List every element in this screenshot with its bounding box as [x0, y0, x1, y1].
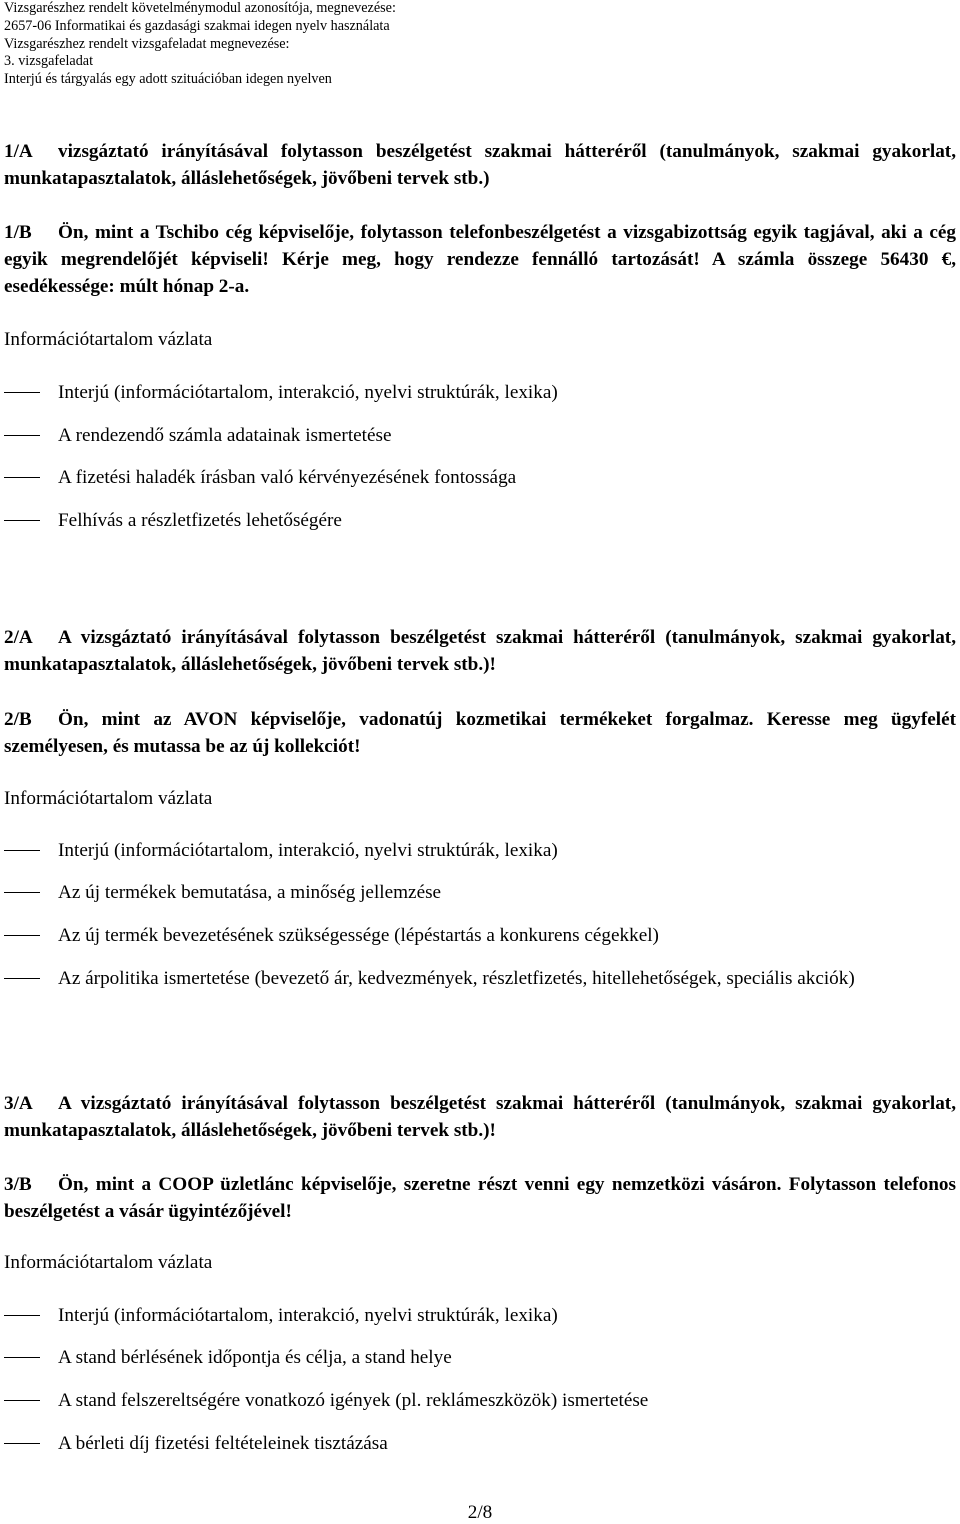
outline-item: Felhívás a részletfizetés lehetőségére: [4, 509, 956, 533]
outline-item: A bérleti díj fizetési feltételeinek tisztázása: [4, 1432, 956, 1456]
outline-item: A stand felszereltségére vonatkozó igények (pl. reklámeszközök) ismertetése: [4, 1389, 956, 1413]
outline-title-2: Információtartalom vázlata: [4, 788, 213, 809]
outline-title-3: Információtartalom vázlata: [4, 1252, 213, 1273]
document-header: [4, 0, 944, 89]
dash-bullet: [4, 520, 40, 521]
outline-title-1: Információtartalom vázlata: [4, 329, 213, 350]
dash-bullet: [4, 978, 40, 979]
header-line-task-title: Vizsgarészhez rendelt vizsgafeladat megnevezése:: [4, 35, 290, 52]
dash-bullet: [4, 392, 40, 393]
task-1b-label: 1/B: [4, 222, 32, 243]
task-2b-label: 2/B: [4, 709, 32, 730]
task-2a-label: 2/A: [4, 627, 33, 648]
task-1b: [4, 219, 956, 300]
task-1a: [4, 138, 956, 192]
dash-bullet: [4, 477, 40, 478]
outline-item: A fizetési haladék írásban való kérvényezésének fontossága: [4, 466, 956, 490]
dash-bullet: [4, 1315, 40, 1316]
task-1b-text: Ön, mint a Tschibo cég képviselője, folytasson telefonbeszélgetést a vizsgabizottság egyik tagjával, aki a cég egyik megrendelőjét képviseli! Kérje meg, hogy rendezze fennálló tartozását! A számla összege 56430 €, esedékessége: múlt hónap 2-a.: [4, 222, 956, 297]
dash-bullet: [4, 435, 40, 436]
outline-item: Interjú (információtartalom, interakció, nyelvi struktúrák, lexika): [4, 381, 956, 405]
task-3b-text: Ön, mint a COOP üzletlánc képviselője, szeretne részt venni egy nemzetközi vásáron. Folytasson telefonos beszélgetést a vásár ügyintézőjével!: [4, 1174, 956, 1222]
dash-bullet: [4, 850, 40, 851]
dash-bullet: [4, 892, 40, 893]
task-2a: [4, 624, 956, 678]
page-number: 2/8: [467, 1502, 493, 1523]
dash-bullet: [4, 1357, 40, 1358]
task-3a-text: A vizsgáztató irányításával folytasson beszélgetést szakmai hátteréről (tanulmányok, szakmai gyakorlat, munkatapasztalatok, álláslehetőségek, jövőbeni tervek stb.)!: [4, 1093, 956, 1141]
task-2a-text: A vizsgáztató irányításával folytasson beszélgetést szakmai hátteréről (tanulmányok, szakmai gyakorlat, munkatapasztalatok, álláslehetőségek, jövőbeni tervek stb.)!: [4, 627, 956, 675]
header-line-module: Vizsgarészhez rendelt követelménymodul azonosítója, megnevezése:: [4, 0, 396, 16]
outline-item: Az árpolitika ismertetése (bevezető ár, kedvezmények, részletfizetés, hitellehetőségek, speciális akciók): [4, 958, 956, 999]
task-3a-label: 3/A: [4, 1093, 33, 1114]
outline-item: Interjú (információtartalom, interakció, nyelvi struktúrák, lexika): [4, 1304, 956, 1328]
task-2b: [4, 706, 956, 760]
dash-bullet: [4, 935, 40, 936]
task-2b-text: Ön, mint az AVON képviselője, vadonatúj kozmetikai termékeket forgalmaz. Keresse meg ügyfelét személyesen, és mutassa be az új kollekciót!: [4, 709, 956, 757]
task-1a-text: vizsgáztató irányításával folytasson beszélgetést szakmai hátteréről (tanulmányok, szakmai gyakorlat, munkatapasztalatok, álláslehetőségek, jövőbeni tervek stb.): [4, 141, 956, 189]
outline-item: Az új termékek bemutatása, a minőség jellemzése: [4, 881, 956, 905]
dash-bullet: [4, 1443, 40, 1444]
outline-item: Az új termék bevezetésének szükségessége (lépéstartás a konkurens cégekkel): [4, 924, 956, 948]
dash-bullet: [4, 1400, 40, 1401]
outline-item: A rendezendő számla adatainak ismertetése: [4, 424, 956, 448]
header-line-module-id: 2657-06 Informatikai és gazdasági szakmai idegen nyelv használata: [4, 17, 390, 34]
task-1a-label: 1/A: [4, 141, 33, 162]
outline-item: Interjú (információtartalom, interakció, nyelvi struktúrák, lexika): [4, 839, 956, 863]
header-line-task-name: Interjú és tárgyalás egy adott szituációban idegen nyelven: [4, 71, 332, 88]
header-line-task-number: 3. vizsgafeladat: [4, 53, 94, 70]
task-3b-label: 3/B: [4, 1174, 32, 1195]
task-3a: [4, 1090, 956, 1144]
outline-item: A stand bérlésének időpontja és célja, a stand helye: [4, 1346, 956, 1370]
task-3b: [4, 1171, 956, 1225]
